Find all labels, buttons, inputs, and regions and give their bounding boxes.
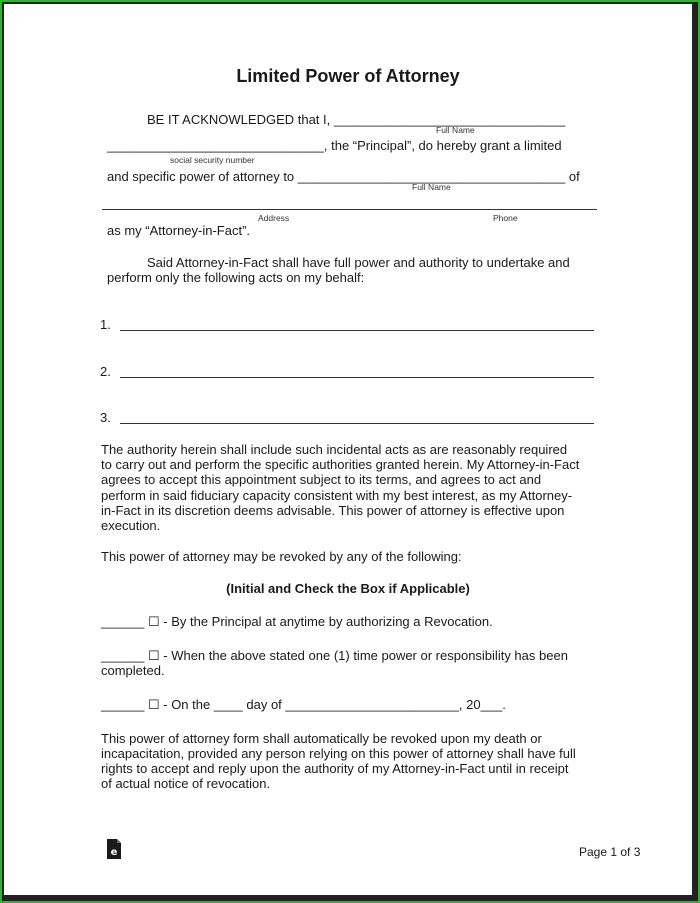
acknowledged-line: BE IT ACKNOWLEDGED that I, ________________________________ <box>147 112 566 127</box>
initial-heading: (Initial and Check the Box if Applicable) <box>226 581 470 596</box>
revocation-option-2-line-2: completed. <box>101 663 165 678</box>
act-item-number-3: 3. <box>100 410 111 425</box>
final-line-2: incapacitation, provided any person relying on this power of attorney shall have full <box>101 746 576 761</box>
caption-address: Address <box>258 213 290 223</box>
authority-line-5: in-Fact in its discretion deems advisable. This power of attorney is effective upon <box>101 503 565 518</box>
revocation-option-1[interactable]: ______ ☐ - By the Principal at anytime by authorizing a Revocation. <box>101 614 493 629</box>
revocation-option-3[interactable]: ______ ☐ - On the ____ day of ________________________, 20___. <box>101 697 506 712</box>
document-title: Limited Power of Attorney <box>236 66 460 86</box>
final-line-4: of actual notice of revocation. <box>101 776 271 791</box>
final-line-3: rights to accept and reply upon the authority of my Attorney-in-Fact until in receipt <box>101 761 569 776</box>
principal-line: ______________________________, the “Principal”, do hereby grant a limited <box>107 138 562 153</box>
grant-line: and specific power of attorney to _____________________________________ of <box>107 169 580 184</box>
address-phone-line <box>102 209 597 210</box>
caption-ssn: social security number <box>170 155 255 165</box>
svg-text:e: e <box>110 847 118 858</box>
caption-phone: Phone <box>493 213 518 223</box>
act-item-line-2 <box>120 377 594 378</box>
act-item-line-3 <box>120 423 594 424</box>
authority-line-6: execution. <box>101 518 161 533</box>
revoke-intro: This power of attorney may be revoked by any of the following: <box>101 549 462 564</box>
caption-full-name-attorney: Full Name <box>412 182 451 192</box>
act-item-number-2: 2. <box>100 364 111 379</box>
authority-line-3: agrees to accept this appointment subject to its terms, and agrees to act and <box>101 472 542 487</box>
page-number: Page 1 of 3 <box>579 845 641 859</box>
intro-line-2: perform only the following acts on my behalf: <box>107 270 365 285</box>
eforms-logo-icon <box>106 838 122 860</box>
final-line-1: This power of attorney form shall automatically be revoked upon my death or <box>101 731 542 746</box>
act-item-line-1 <box>120 330 594 331</box>
authority-line-1: The authority herein shall include such incidental acts as are reasonably required <box>101 442 568 457</box>
act-item-number-1: 1. <box>100 317 111 332</box>
caption-full-name-principal: Full Name <box>436 125 475 135</box>
attorney-in-fact-line: as my “Attorney-in-Fact”. <box>107 223 251 238</box>
document-page <box>4 4 692 895</box>
authority-line-2: to carry out and perform the specific authorities granted herein. My Attorney-in-Fact <box>101 457 580 472</box>
intro-line-1: Said Attorney-in-Fact shall have full power and authority to undertake and <box>147 255 570 270</box>
authority-line-4: perform in said fiduciary capacity consistent with my best interest, as my Attorney- <box>101 488 573 503</box>
revocation-option-2-line-1[interactable]: ______ ☐ - When the above stated one (1) time power or responsibility has been <box>101 648 568 663</box>
